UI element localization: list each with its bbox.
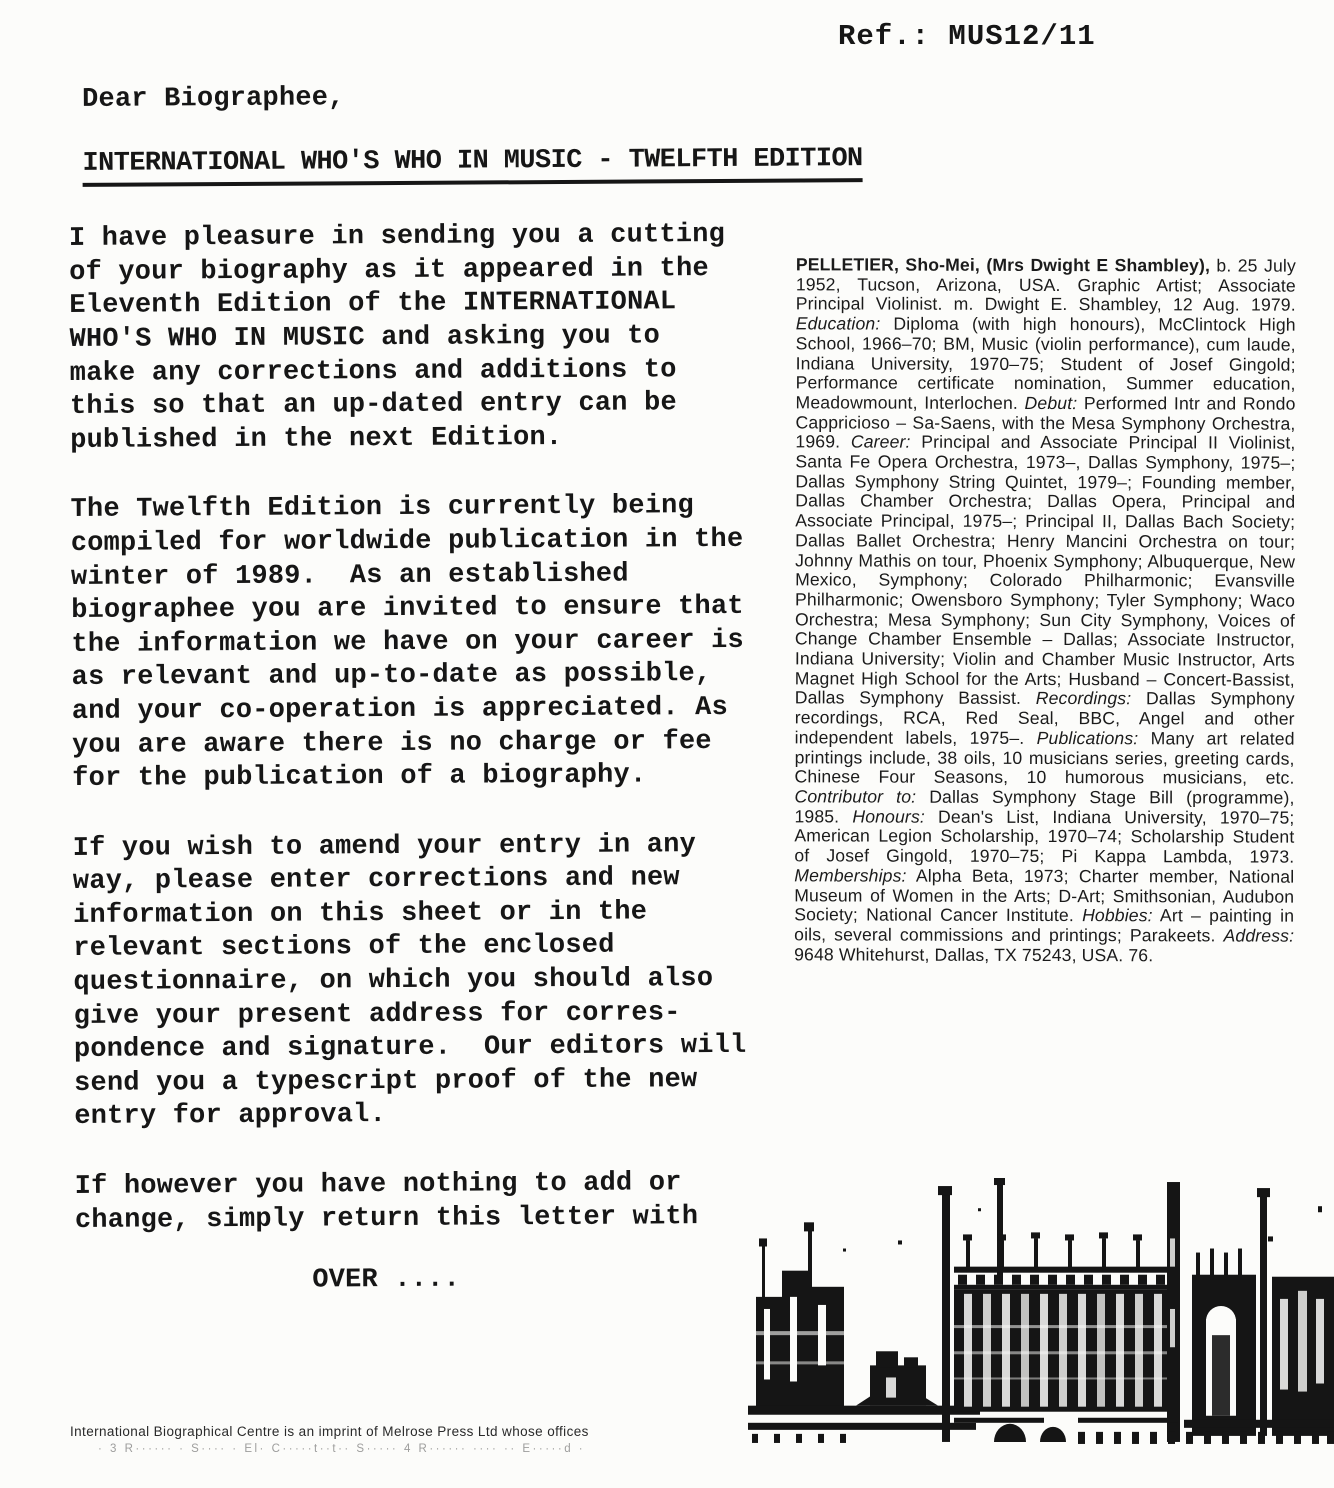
letter-paragraph-1: I have pleasure in sending you a cutting of your biography as it appeared in the Eleventh Edition of the INTERNATIONAL WHO'S WHO IN MUSIC and asking you to make any corrections and additions to this so that an up-dated entry can be published in the next Edition. xyxy=(68,220,726,456)
salutation: Dear Biographee, xyxy=(82,83,345,115)
imprint-line-2: · 3 R······ · S···· · El· C·····t··t·· S····· 4 R······ ···· ·· E·····d · xyxy=(98,1443,586,1455)
letter-heading: INTERNATIONAL WHO'S WHO IN MUSIC - TWELFTH EDITION xyxy=(82,143,862,187)
reference-number: Ref.: MUS12/11 xyxy=(838,20,1096,53)
letter-paragraph-3: If you wish to amend your entry in any way, please enter corrections and new information on this sheet or in the relevant sections of the enclosed questionnaire, on which you should also give your present address for corres- pondence and signature. Our editors will send you a typescript proof of the new entry for approval. xyxy=(72,829,747,1133)
building-illustration xyxy=(748,1178,1334,1450)
letter-paragraph-4: If however you have nothing to add or change, simply return this letter with xyxy=(74,1168,699,1236)
letterhead-imprint xyxy=(70,1424,770,1455)
biography-clipping: PELLETIER, Sho-Mei, (Mrs Dwight E Shambley), b. 25 July 1952, Tucson, Arizona, USA. Graphic Artist; Associate Principal Violinist. m. Dwight E. Shambley, 12 Aug. 1979. Education: Diploma (with high honours), McClintock High School, 1966–70; BM, Music (violin performance), cum laude, Indiana University, 1970–75; Student of Josef Gingold; Performance certificate nomination, Summer education, Meadowmount, Interlochen. Debut: Performed Intr and Rondo Cappricioso – Sa-Saens, with the Mesa Symphony Orchestra, 1969. Career: Principal and Associate Principal II Violinist, Santa Fe Opera Orchestra, 1973–, Dallas Symphony, 1975–; Dallas Symphony String Quintet, 1979–; Founding member, Dallas Chamber Orchestra; Dallas Opera, Principal and Associate Principal, 1975–; Principal II, Dallas Bach Society; Dallas Ballet Orchestra; Henry Mancini Orchestra on tour; Johnny Mathis on tour, Phoenix Symphony; Albuquerque, New Mexico, Symphony; Colorado Philharmonic; Evansville Philharmonic; Owensboro Symphony; Tyler Symphony; Waco Orchestra; Mesa Symphony; Sun City Symphony, Voices of Change Chamber Ensemble – Dallas; Associate Instructor, Indiana University; Violin and Chamber Music Instructor, Arts Magnet High School for the Arts; Husband – Concert-Bassist, Dallas Symphony Bassist. Recordings: Dallas Symphony recordings, RCA, Red Seal, BBC, Angel and other independent labels, 1975–. Publications: Many art related printings include, 38 oils, 10 musicians series, greeting cards, Chinese Four Seasons, 10 humorous musicians, etc. Contributor to: Dallas Symphony Stage Bill (programme), 1985. Honours: Dean's List, Indiana University, 1970–75; American Legion Scholarship, 1970–74; Scholarship Student of Josef Gingold, 1970–75; Pi Kappa Lambda, 1973. Memberships: Alpha Beta, 1973; Charter member, National Museum of Women in the Arts; D-Art; Smithsonian, Audubon Society; National Cancer Institute. Hobbies: Art – painting in oils, several commissions and printings; Parakeets. Address: 9648 Whitehurst, Dallas, TX 75243, USA. 76. xyxy=(794,253,1296,965)
imprint-line-1: International Biographical Centre is an imprint of Melrose Press Ltd whose offices xyxy=(70,1424,589,1439)
letter-paragraph-2: The Twelfth Edition is currently being compiled for worldwide publication in the winter of 1989. As an established biographee you are invited to ensure that the information we have on your career is as relevant and up-to-date as possible, and your co-operation is appreciated. As you are aware there is no charge or fee for the publication of a biography. xyxy=(70,491,745,795)
over-indicator: OVER .... xyxy=(312,1264,461,1296)
